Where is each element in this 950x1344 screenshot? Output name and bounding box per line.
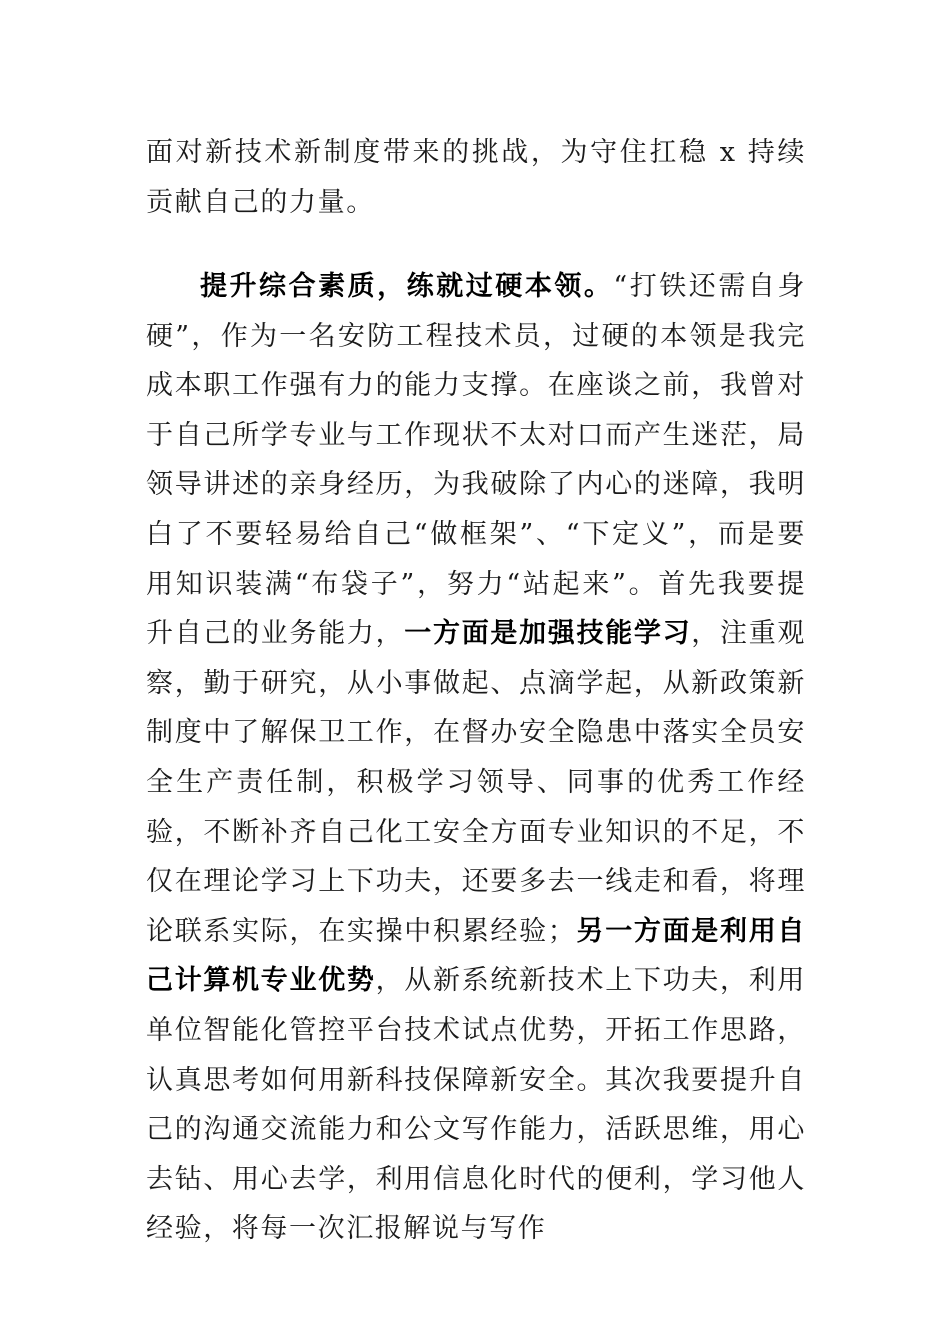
paragraph-2 [146,262,806,1254]
paragraph-skills [146,262,806,1254]
paragraph-continuation [146,128,806,227]
paragraph-2-part-3: ，从新系统新技术上下功夫，利用单位智能化管控平台技术试点优势，开拓工作思路，认真思考如何用新科技保障新安全。其次我要提升自己的沟通交流能力和公文写作能力，活跃思维，用心去钻、用心去学，利用信息化时代的便利，学习他人经验，将每一次汇报解说与写作 [146,965,807,1245]
paragraph-1-text: 面对新技术新制度带来的挑战，为守住扛稳 x 持续贡献自己的力量。 [146,137,806,218]
bold-phrase-computer-advantage: 另一方面是利用自己计算机专业优势 [146,915,807,997]
paragraph-heading: 提升综合素质，练就过硬本领。 [200,271,614,302]
paragraph-2-part-1: “打铁还需自身硬”，作为一名安防工程技术员，过硬的本领是我完成本职工作强有力的能力支撑。在座谈之前，我曾对于自己所学专业与工作现状不太对口而产生迷茫，局领导讲述的亲身经历，为我破除了内心的迷障，我明白了不要轻易给自己“做框架”、“下定义”，而是要用知识装满“布袋子”，努力“站起来”。首先我要提升自己的业务能力， [146,271,806,650]
bold-phrase-skill-learning: 一方面是加强技能学习 [404,618,692,650]
paragraph-2-part-2: ，注重观察，勤于研究，从小事做起、点滴学起，从新政策新制度中了解保卫工作，在督办安全隐患中落实全员安全生产责任制，积极学习领导、同事的优秀工作经验，不断补齐自己化工安全方面专业知识的不足，不仅在理论学习上下功夫，还要多去一线走和看，将理论联系实际，在实操中积累经验； [146,618,806,947]
